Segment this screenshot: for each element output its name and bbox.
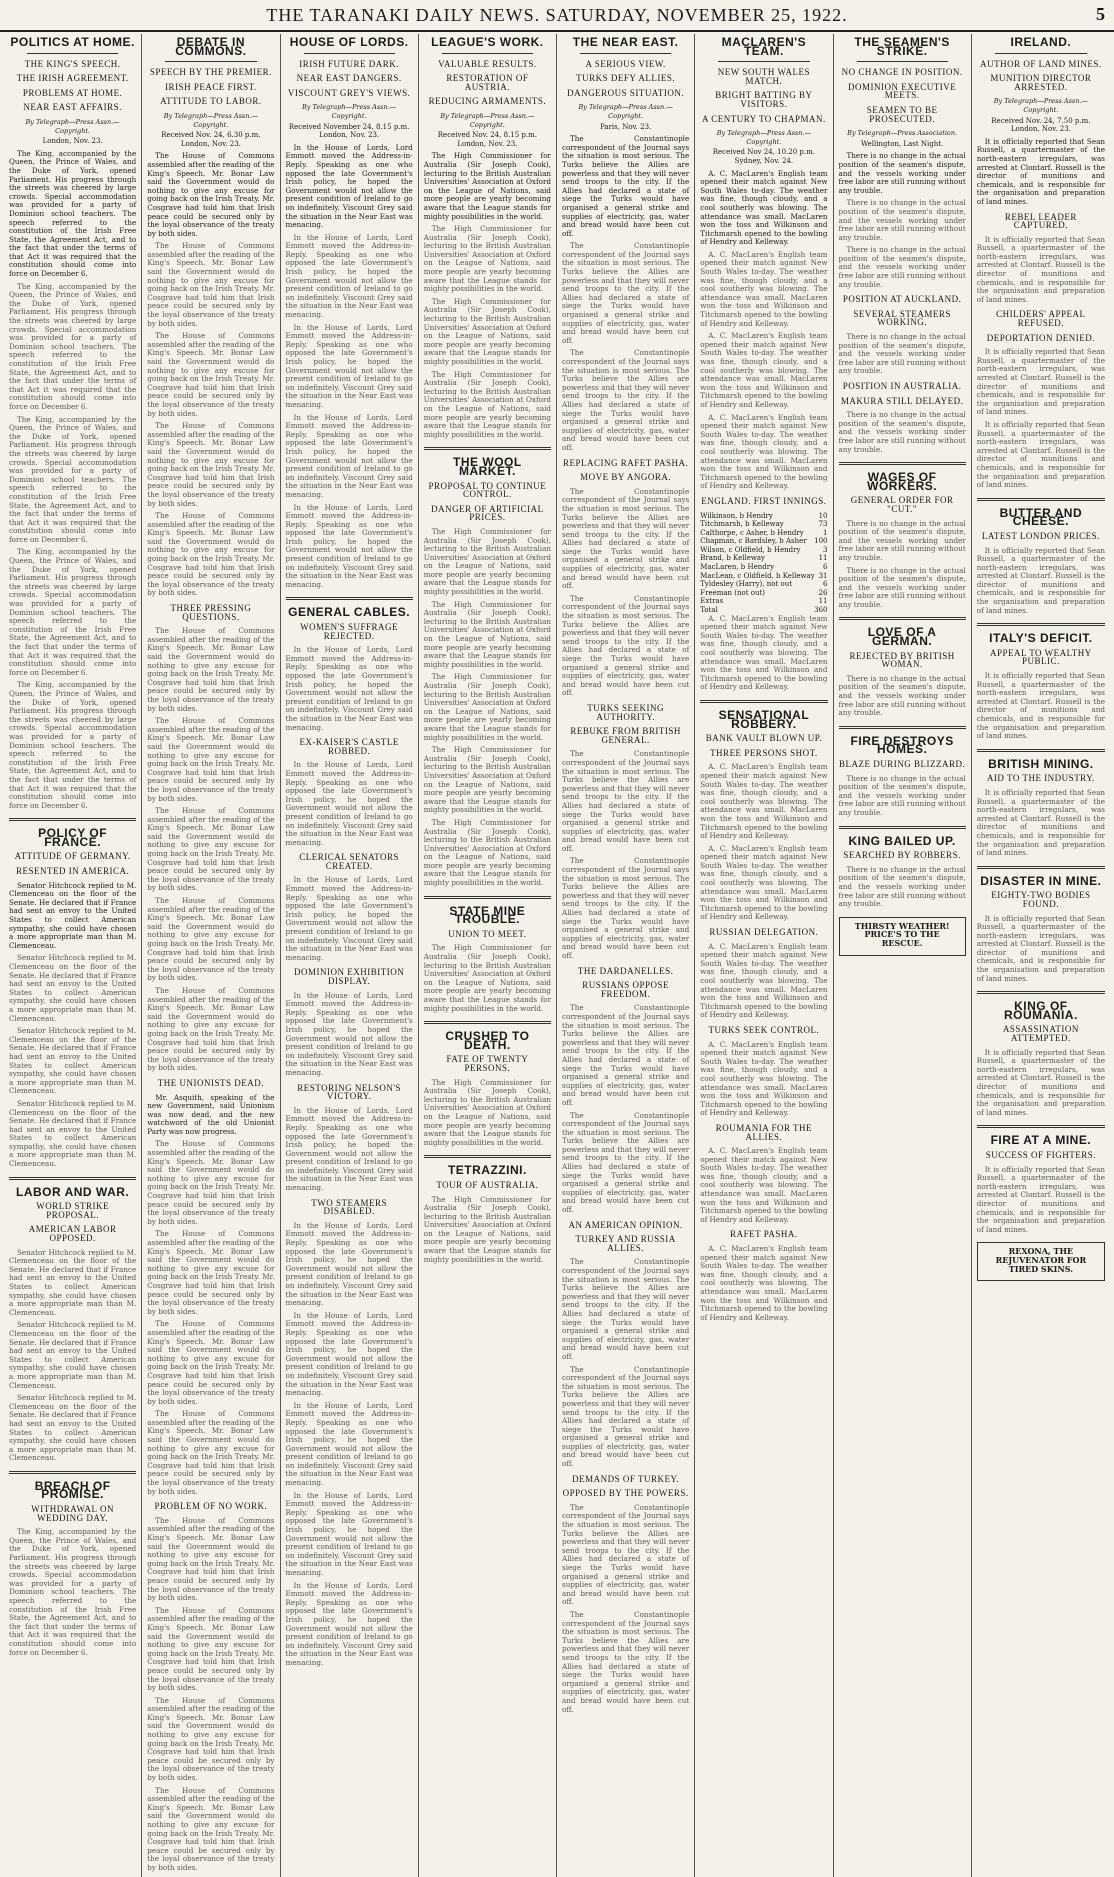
article-body: A. C. MacLaren's English team opened their match against New South Wales to-day. The weather was fine, though cloudy, and a cool southerly was blowing. The attendance was small. MacLaren won the toss and Wilkinson and Titchmarsh opened to the bowling of Hendry and Kelleway. [700, 168, 828, 247]
subheading: FATE OF TWENTY PERSONS. [446, 1054, 529, 1073]
article-body: There is no change in the actual position of the seamen's dispute, and the vessels working under free labor are still running without any trouble. [838, 565, 966, 609]
runs: 11 [818, 554, 828, 563]
article-body: A. C. MacLaren's English team opened their match against New South Wales to-day. The weather was fine, though cloudy, and a cool southerly was blowing. The attendance was small. MacLaren won the toss and Wilkinson and Titchmarsh opened to the bowling of Hendry and Kelleway. [700, 762, 828, 841]
scoreboard-row [700, 546, 827, 555]
article-body: A. C. MacLaren's English team opened their match against New South Wales to-day. The weather was fine, though cloudy, and a cool southerly was blowing. The attendance was small. MacLaren won the toss and Wilkinson and Titchmarsh opened to the bowling of Hendry and Kelleway. [700, 412, 828, 491]
article-body: Senator Hitchcock replied to M. Clemenceau on the floor of the Senate. He declared that if France had sent an envoy to the United States to collect American sympathy, she could have chosen a more appropriate man than M. Clemenceau. [9, 1393, 137, 1463]
runs: 3 [823, 545, 828, 554]
subheading: A CENTURY TO CHAPMAN. [701, 113, 826, 124]
runs: 26 [818, 588, 828, 597]
subheading: SUCCESS OF FIGHTERS. [985, 1149, 1097, 1160]
article-body: The High Commissioner for Australia (Sir Joseph Cook), lecturing to the British Australian Universities' Association at Oxford on the League of Nations, said more people are yearly becoming aware that the League stands for mighty possibilities in the world. [423, 151, 551, 221]
article-body: There is no change in the actual position of the seamen's dispute, and the vessels working under free labor are still running without any trouble. [838, 151, 966, 195]
headline: LEAGUE'S WORK. [431, 35, 544, 49]
article-body: It is officially reported that Sean Russell, a quartermaster of the north-eastern irregulars, was arrested at Clontarf. Russell is the director of munitions and chemicals, and is responsible for the organisation and preparation of land mines. [976, 234, 1105, 304]
byline: By Telegraph—Press Assn.—Copyright. [25, 117, 120, 135]
article-body: There is no change in the actual position of the seamen's dispute, and the vessels working under free labor are still running without any trouble. [838, 518, 966, 562]
masthead-title: THE TARANAKI DAILY NEWS. SATURDAY, NOVEMBER 25, 1922. [266, 4, 848, 25]
subheading: TWO STEAMERS DISABLED. [311, 1197, 387, 1217]
article-body: The House of Commons assembled after the reading of the King's Speech. Mr. Bonar Law said the Government would do nothing to give any excuse for going back on the Irish Treaty. Mr. Cosgrave had told him that Irish peace could be secured only by the loyal observance of the treaty by both sides. [147, 511, 275, 598]
column-5 [557, 34, 695, 1877]
subheading: EX-KAISER'S CASTLE ROBBED. [299, 737, 399, 756]
subheading: RUSSIAN DELEGATION. [709, 927, 819, 938]
headline: FIRE AT A MINE. [990, 1133, 1092, 1148]
column-3 [281, 34, 419, 1877]
article-body: A. C. MacLaren's English team opened their match against New South Wales to-day. The weather was fine, though cloudy, and a cool southerly was blowing. The attendance was small. MacLaren won the toss and Wilkinson and Titchmarsh opened to the bowling of Hendry and Kelleway. [700, 941, 828, 1020]
headline: ITALY'S DEFICIT. [989, 631, 1093, 646]
article-body: In the House of Lords, Lord Emmott moved the Address-in-Reply. Speaking as one who opposed the late Government's Irish policy, he hoped the Government would not allow the present condition of Ireland to go on indefinitely. Viscount Grey said the situation in the Near East was menacing. [285, 760, 413, 847]
column-8 [972, 34, 1110, 1877]
article-body: The House of Commons assembled after the reading of the King's Speech. Mr. Bonar Law said the Government would do nothing to give any excuse for going back on the Irish Treaty. Mr. Cosgrave had told him that Irish peace could be secured only by the loyal observance of the treaty by both sides. [147, 626, 275, 713]
article-body: Mr. Asquith, speaking of the new Government, said Unionism was now dead, and the new watchword of the old Unionist Party was now progress. [147, 1092, 275, 1136]
article-body: The Constantinople correspondent of the Journal says the situation is most serious. The Turks believe the Allies are powerless and that they will never send troops to the city. If the Allies had declared a state of siege the Turks would have organised a general strike and supplies of electricity, gas, water and bread would have been cut off. [562, 593, 690, 698]
subheading: REJECTED BY BRITISH WOMAN. [849, 650, 955, 670]
subheading: VISCOUNT GREY'S VIEWS. [287, 87, 411, 98]
article-body: In the House of Lords, Lord Emmott moved the Address-in-Reply. Speaking as one who opposed the late Government's Irish policy, he hoped the Government would not allow the present condition of Ireland to go on indefinitely. Viscount Grey said the situation in the Near East was menacing. [285, 1400, 413, 1488]
article-body: The High Commissioner for Australia (Sir Joseph Cook), lecturing to the British Australian Universities' Association at Oxford on the League of Nations, said more people are yearly becoming aware that the League stands for mighty possibilities in the world. [423, 224, 551, 294]
article-body: The Constantinople correspondent of the Journal says the situation is most serious. The Turks believe the Allies are powerless and that they will never send troops to the city. If the Allies had declared a state of siege the Turks would have organised a general strike and supplies of electricity, gas, water and bread would have been cut off. [562, 1502, 690, 1607]
subheading: DANGER OF ARTIFICIAL PRICES. [431, 503, 544, 523]
article-body: It is officially reported that Sean Russell, a quartermaster of the north-eastern irregulars, was arrested at Clontarf. Russell is the director of munitions and chemicals, and is responsible for the organisation and preparation of land mines. [976, 347, 1105, 417]
article-body: The Constantinople correspondent of the Journal says the situation is most serious. The Turks believe the Allies are powerless and that they will never send troops to the city. If the Allies had declared a state of siege the Turks would have organised a general strike and supplies of electricity, gas, water and bread would have been cut off. [562, 1110, 690, 1215]
article-body: It is officially reported that Sean Russell, a quartermaster of the north-eastern irregulars, was arrested at Clontarf. Russell is the director of munitions and chemicals, and is responsible for the organisation and preparation of land mines. [976, 545, 1105, 615]
article-body: The High Commissioner for Australia (Sir Joseph Cook), lecturing to the British Australian Universities' Association at Oxford on the League of Nations, said more people are yearly becoming aware that the League stands for mighty possibilities in the world. [423, 672, 551, 742]
article-body: There is no change in the actual position of the seamen's dispute, and the vessels working under free labor are still running without any trouble. [838, 773, 966, 817]
subheading: DANGEROUS SITUATION. [567, 87, 685, 98]
dateline: Received Nov. 24, 8.15 p.m. London, Nov. 23. [437, 131, 537, 148]
subheading: NEAR EAST DANGERS. [296, 73, 402, 84]
subheading: NEW SOUTH WALES MATCH. [717, 67, 810, 86]
ad-title: REXONA, THE REJUVENATOR FOR TIRED SKINS. [995, 1246, 1087, 1274]
batsman: Calthorpe, c Asher, b Hendry [700, 528, 804, 537]
article-body: The House of Commons assembled after the reading of the King's Speech. Mr. Bonar Law said the Government would do nothing to give any excuse for going back on the Irish Treaty. Mr. Cosgrave had told him that Irish peace could be secured only by the loyal observance of the treaty by both sides. [147, 1695, 275, 1783]
article-body: The High Commissioner for Australia (Sir Joseph Cook), lecturing to the British Australian Universities' Association at Oxford on the League of Nations, said more people are yearly becoming aware that the League stands for mighty possibilities in the world. [423, 1194, 551, 1264]
runs: 10 [818, 511, 828, 520]
headline: DISASTER IN MINE. [980, 873, 1102, 888]
subheading: THE IRISH AGREEMENT. [16, 73, 129, 84]
subheading: MAKURA STILL DELAYED. [840, 395, 964, 406]
subheading: AUTHOR OF LAND MINES. [980, 58, 1102, 69]
subheading: DEPORTATION DENIED. [986, 332, 1095, 343]
subheading: LATEST LONDON PRICES. [981, 530, 1100, 541]
headline: BRITISH MINING. [988, 756, 1094, 771]
headline: POLITICS AT HOME. [10, 35, 135, 49]
columns [4, 34, 1110, 1872]
subheading: SPEECH BY THE PREMIER. [149, 67, 272, 78]
article-body: The Constantinople correspondent of the Journal says the situation is most serious. The Turks believe the Allies are powerless and that they will never send troops to the city. If the Allies had declared a state of siege the Turks would have organised a general strike and supplies of electricity, gas, water and bread would have been cut off. [562, 749, 690, 853]
subheading: RESTORATION OF AUSTRIA. [446, 73, 529, 92]
column-4 [419, 34, 557, 1877]
runs: 100 [814, 537, 828, 546]
subheading: ASSASSINATION ATTEMPTED. [1002, 1024, 1079, 1044]
article-body: The House of Commons assembled after the reading of the King's Speech. Mr. Bonar Law said the Government would do nothing to give any excuse for going back on the Irish Treaty. Mr. Cosgrave had told him that Irish peace could be secured only by the loyal observance of the treaty by both sides. [147, 241, 275, 328]
subheading: TURKS SEEKING AUTHORITY. [587, 702, 664, 722]
subheading: CHILDERS' APPEAL REFUSED. [996, 309, 1086, 329]
headline: THE WOOL MARKET. [453, 455, 522, 478]
runs: 1 [823, 528, 828, 537]
byline: By Telegraph—Press Association. [847, 129, 958, 138]
batsman: Extras [700, 597, 724, 606]
article-body: Senator Hitchcock replied to M. Clemenceau on the floor of the Senate. He declared that if France had sent an envoy to the United States to collect American sympathy, she could have chosen a more appropriate man than M. Clemenceau. [9, 880, 137, 950]
headline: BUTTER AND CHEESE. [999, 505, 1083, 529]
article-body: The High Commissioner for Australia (Sir Joseph Cook), lecturing to the British Australian Universities' Association at Oxford on the League of Nations, said more people are yearly becoming aware that the League stands for mighty possibilities in the world. [423, 745, 551, 815]
dateline: London, Nov. 23. [42, 137, 103, 146]
page-number: 5 [1096, 4, 1106, 24]
byline: By Telegraph—Press Assn.—Copyright. [993, 97, 1089, 114]
subheading: RESENTED IN AMERICA. [16, 866, 130, 877]
article-body: There is no change in the actual position of the seamen's dispute, and the vessels working under free labor are still running without any trouble. [838, 864, 966, 909]
article-body: It is officially reported that Sean Russell, a quartermaster of the north-eastern irregulars, was arrested at Clontarf. Russell is the director of munitions and chemicals, and is responsible for the organisation and preparation of land mines. [976, 1164, 1105, 1234]
headline: SENSATIONAL ROBBERY. [718, 707, 810, 731]
subheading: MOVE BY ANGORA. [580, 472, 672, 483]
article-body: In the House of Lords, Lord Emmott moved the Address-in-Reply. Speaking as one who opposed the late Government's Irish policy, he hoped the Government would not allow the present condition of Ireland to go on indefinitely. Viscount Grey said the situation in the Near East was menacing. [285, 875, 413, 962]
article-body: In the House of Lords, Lord Emmott moved the Address-in-Reply. Speaking as one who opposed the late Government's Irish policy, he hoped the Government would not allow the present condition of Ireland to go on indefinitely. Viscount Grey said the situation in the Near East was menacing. [285, 322, 413, 409]
headline: THE SEAMEN'S STRIKE. [854, 35, 950, 58]
article-body: The Constantinople correspondent of the Journal says the situation is most serious. The Turks believe the Allies are powerless and that they will never send troops to the city. If the Allies had declared a state of siege the Turks would have organised a general strike and supplies of electricity, gas, water and bread would have been cut off. [562, 241, 690, 345]
article-body: It is officially reported that Sean Russell, a quartermaster of the north-eastern irregulars, was arrested at Clontarf. Russell is the director of munitions and chemicals, and is responsible for the organisation and preparation of land mines. [976, 136, 1105, 206]
subheading: APPEAL TO WEALTHY PUBLIC. [989, 647, 1092, 667]
batsman: Chapman, c Bardsley, b Asher [700, 537, 807, 546]
article-body: The Constantinople correspondent of the Journal says the situation is most serious. The Turks believe the Allies are powerless and that they will never send troops to the city. If the Allies had declared a state of siege the Turks would have organised a general strike and supplies of electricity, gas, water and bread would have been cut off. [562, 1257, 690, 1361]
dateline: Received Nov 24, 10.20 p.m. Sydney, Nov. 24. [712, 148, 815, 165]
headline: LOVE OF A GERMAN. [867, 625, 937, 649]
article-body: The High Commissioner for Australia (Sir Joseph Cook), lecturing to the British Australian Universities' Association at Oxford on the League of Nations, said more people are yearly becoming aware that the League stands for mighty possibilities in the world. [423, 296, 551, 366]
batsman: MacLean, c Oldfield, b Kelleway [700, 571, 815, 580]
article-body: In the House of Lords, Lord Emmott moved the Address-in-Reply. Speaking as one who opposed the late Government's Irish policy, he hoped the Government would not allow the present condition of Ireland to go on indefinitely. Viscount Grey said the situation in the Near East was menacing. [285, 142, 413, 230]
article-body: A. C. MacLaren's English team opened their match against New South Wales to-day. The weather was fine, though cloudy, and a cool southerly was blowing. The attendance was small. MacLaren won the toss and Wilkinson and Titchmarsh opened to the bowling of Hendry and Kelleway. [700, 249, 828, 328]
scoreboard-row [700, 572, 827, 581]
scoreboard-row [700, 554, 827, 563]
article-body: Senator Hitchcock replied to M. Clemenceau on the floor of the Senate. He declared that if France had sent an envoy to the United States to collect American sympathy, she could have chosen a more appropriate man than M. Clemenceau. [9, 953, 137, 1023]
article-body: The House of Commons assembled after the reading of the King's Speech. Mr. Bonar Law said the Government would do nothing to give any excuse for going back on the Irish Treaty. Mr. Cosgrave had told him that Irish peace could be secured only by the loyal observance of the treaty by both sides. [147, 806, 275, 893]
headline: STATE MINE TROUBLE. [449, 903, 526, 927]
headline: THE NEAR EAST. [572, 35, 679, 49]
headline: TETRAZZINI. [447, 1163, 527, 1178]
headline: MACLAREN'S TEAM. [721, 35, 807, 58]
article-body: The High Commissioner for Australia (Sir Joseph Cook), lecturing to the British Australian Universities' Association at Oxford on the League of Nations, said more people are yearly becoming aware that the League stands for mighty possibilities in the world. [423, 526, 551, 597]
subheading: PROBLEMS AT HOME. [22, 87, 123, 98]
subheading: REPLACING RAFET PASHA. [562, 457, 689, 468]
article-body: The King, accompanied by the Queen, the Prince of Wales, and the Duke of York, opened Parliament. His progress through the streets was cheered by large crowds. Special accommodation was provided for a party of Dominion school teachers. The speech referred to the constitution of the Irish Free State, the Agreement Act, and to the fact that under the terms of that Act it was required that the constitution should come into force on December 6. [9, 414, 137, 544]
subheading: RAFET PASHA. [730, 1229, 798, 1240]
article-body: It is officially reported that Sean Russell, a quartermaster of the north-eastern irregulars, was arrested at Clontarf. Russell is the director of munitions and chemicals, and is responsible for the organisation and preparation of land mines. [976, 671, 1105, 741]
subheading: MUNITION DIRECTOR ARRESTED. [990, 73, 1092, 92]
article-body: It is officially reported that Sean Russell, a quartermaster of the north-eastern irregulars, was arrested at Clontarf. Russell is the director of munitions and chemicals, and is responsible for the organisation and preparation of land mines. [976, 1047, 1105, 1117]
article-body: The King, accompanied by the Queen, the Prince of Wales, and the Duke of York, opened Parliament. His progress through the streets was cheered by large crowds. Special accommodation was provided for a party of Dominion school teachers. The speech referred to the constitution of the Irish Free State, the Agreement Act, and to the fact that under the terms of that Act it was required that the constitution should come into force on December 6. [9, 281, 137, 411]
runs: 31 [818, 571, 828, 580]
subheading: DOMINION EXECUTIVE MEETS. [848, 81, 957, 101]
advertisement [839, 917, 966, 956]
scoreboard-row [700, 580, 827, 589]
subheading: THREE PRESSING QUESTIONS. [170, 603, 252, 622]
subheading: PROBLEM OF NO WORK. [154, 1501, 268, 1512]
subheading: REDUCING ARMAMENTS. [428, 96, 547, 107]
article-body: The House of Commons assembled after the reading of the King's Speech. Mr. Bonar Law said the Government would do nothing to give any excuse for going back on the Irish Treaty. Mr. Cosgrave had told him that Irish peace could be secured only by the loyal observance of the treaty by both sides. [147, 1605, 275, 1693]
subheading: AMERICAN LABOR OPPOSED. [28, 1224, 117, 1244]
batsman: Tyldesley (Harry), not out [700, 580, 793, 589]
article-body: In the House of Lords, Lord Emmott moved the Address-in-Reply. Speaking as one who opposed the late Government's Irish policy, he hoped the Government would not allow the present condition of Ireland to go on indefinitely. Viscount Grey said the situation in the Near East was menacing. [285, 502, 413, 589]
subheading: SEAMEN TO BE PROSECUTED. [866, 104, 938, 124]
runs: 6 [823, 563, 828, 572]
ad-title: THIRSTY WEATHER! PRICE'S TO THE RESCUE. [854, 920, 950, 948]
subheading: WOMEN'S SUFFRAGE REJECTED. [300, 622, 399, 641]
article-body: The Constantinople correspondent of the Journal says the situation is most serious. The Turks believe the Allies are powerless and that they will never send troops to the city. If the Allies had declared a state of siege the Turks would have organised a general strike and supplies of electricity, gas, water and bread would have been cut off. [562, 856, 690, 960]
headline: GENERAL CABLES. [288, 605, 411, 620]
subheading: PROPOSAL TO CONTINUE CONTROL. [428, 480, 547, 500]
article-body: The House of Commons assembled after the reading of the King's Speech. Mr. Bonar Law said the Government would do nothing to give any excuse for going back on the Irish Treaty. Mr. Cosgrave had told him that Irish peace could be secured only by the loyal observance of the treaty by both sides. [147, 1409, 275, 1496]
article-body: The Constantinople correspondent of the Journal says the situation is most serious. The Turks believe the Allies are powerless and that they will never send troops to the city. If the Allies had declared a state of siege the Turks would have organised a general strike and supplies of electricity, gas, water and bread would have been cut off. [562, 1364, 690, 1469]
subheading: A SERIOUS VIEW. [585, 58, 666, 69]
headline: HOUSE OF LORDS. [289, 35, 409, 49]
headline: CRUSHED TO DEATH. [445, 1029, 530, 1052]
article-body: It is officially reported that Sean Russell, a quartermaster of the north-eastern irregulars, was arrested at Clontarf. Russell is the director of munitions and chemicals, and is responsible for the organisation and preparation of land mines. [976, 787, 1105, 858]
subheading: THE KING'S SPEECH. [24, 58, 121, 69]
column-6 [695, 34, 833, 1877]
article-body: The House of Commons assembled after the reading of the King's Speech. Mr. Bonar Law said the Government would do nothing to give any excuse for going back on the Irish Treaty. Mr. Cosgrave had told him that Irish peace could be secured only by the loyal observance of the treaty by both sides. [147, 151, 275, 238]
headline: KING BAILED UP. [848, 833, 956, 848]
article-body: The King, accompanied by the Queen, the Prince of Wales, and the Duke of York, opened Parliament. His progress through the streets was cheered by large crowds. Special accommodation was provided for a party of Dominion school teachers. The speech referred to the constitution of the Irish Free State, the Agreement Act, and to the fact that under the terms of that Act it was required that the constitution should come into force on December 6. [9, 1527, 137, 1657]
byline: By Telegraph—Press Assn.—Copyright. [440, 111, 535, 129]
subheading: NO CHANGE IN POSITION. [841, 67, 963, 78]
subheading: IRISH FUTURE DARK. [299, 58, 399, 69]
article-body: The Constantinople correspondent of the Journal says the situation is most serious. The Turks believe the Allies are powerless and that they will never send troops to the city. If the Allies had declared a state of siege the Turks would have organised a general strike and supplies of electricity, gas, water and bread would have been cut off. [562, 486, 690, 591]
subheading: THE DARDANELLES. [577, 965, 674, 976]
dateline: Wellington, Last Night. [860, 139, 944, 148]
article-body: The House of Commons assembled after the reading of the King's Speech. Mr. Bonar Law said the Government would do nothing to give any excuse for going back on the Irish Treaty. Mr. Cosgrave had told him that Irish peace could be secured only by the loyal observance of the treaty by both sides. [147, 985, 275, 1073]
byline: By Telegraph—Press Assn.—Copyright. [163, 111, 259, 129]
byline: By Telegraph—Press Assn.—Copyright. [716, 129, 812, 146]
advertisement [977, 1242, 1105, 1281]
article-body: There is no change in the actual position of the seamen's dispute, and the vessels working under free labor are still running without any trouble. [838, 332, 966, 376]
subheading: ATTITUDE TO LABOR. [160, 96, 262, 107]
headline: POLICY OF FRANCE. [38, 826, 108, 849]
subheading: NEAR EAST AFFAIRS. [23, 102, 122, 113]
article-body: In the House of Lords, Lord Emmott moved the Address-in-Reply. Speaking as one who opposed the late Government's Irish policy, he hoped the Government would not allow the present condition of Ireland to go on indefinitely. Viscount Grey said the situation in the Near East was menacing. [285, 990, 413, 1077]
article-body: The House of Commons assembled after the reading of the King's Speech. Mr. Bonar Law said the Government would do nothing to give any excuse for going back on the Irish Treaty. Mr. Cosgrave had told him that Irish peace could be secured only by the loyal observance of the treaty by both sides. [147, 716, 275, 803]
article-body: In the House of Lords, Lord Emmott moved the Address-in-Reply. Speaking as one who opposed the late Government's Irish policy, he hoped the Government would not allow the present condition of Ireland to go on indefinitely. Viscount Grey said the situation in the Near East was menacing. [285, 1490, 413, 1577]
runs: 6 [823, 580, 828, 589]
article-body: Senator Hitchcock replied to M. Clemenceau on the floor of the Senate. He declared that if France had sent an envoy to the United States to collect American sympathy, she could have chosen a more appropriate man than M. Clemenceau. [9, 1247, 137, 1317]
subheading: TURKS SEEK CONTROL. [708, 1024, 820, 1035]
subheading: REBUKE FROM BRITISH GENERAL. [570, 726, 681, 745]
subheading: GENERAL ORDER FOR "CUT." [850, 495, 954, 514]
article-body: In the House of Lords, Lord Emmott moved the Address-in-Reply. Speaking as one who opposed the late Government's Irish policy, he hoped the Government would not allow the present condition of Ireland to go on indefinitely. Viscount Grey said the situation in the Near East was menacing. [285, 412, 413, 499]
article-body: The House of Commons assembled after the reading of the King's Speech. Mr. Bonar Law said the Government would do nothing to give any excuse for going back on the Irish Treaty. Mr. Cosgrave had told him that Irish peace could be secured only by the loyal observance of the treaty by both sides. [147, 896, 275, 983]
article-body: The House of Commons assembled after the reading of the King's Speech. Mr. Bonar Law said the Government would do nothing to give any excuse for going back on the Irish Treaty. Mr. Cosgrave had told him that Irish peace could be secured only by the loyal observance of the treaty by both sides. [147, 331, 275, 418]
article-body: In the House of Lords, Lord Emmott moved the Address-in-Reply. Speaking as one who opposed the late Government's Irish policy, he hoped the Government would not allow the present condition of Ireland to go on indefinitely. Viscount Grey said the situation in the Near East was menacing. [285, 1105, 413, 1193]
scoreboard-row [700, 520, 827, 529]
batsman: Freeman (not out) [700, 588, 766, 597]
subheading: BANK VAULT BLOWN UP. [705, 733, 822, 744]
article-body: A. C. MacLaren's English team opened their match against New South Wales to-day. The weather was fine, though cloudy, and a cool southerly was blowing. The attendance was small. MacLaren won the toss and Wilkinson and Titchmarsh opened to the bowling of Hendry and Kelleway. [700, 613, 828, 692]
headline: IRELAND. [1010, 35, 1072, 49]
subheading: POSITION IN AUSTRALIA. [842, 381, 962, 391]
subheading: OPPOSED BY THE POWERS. [562, 1488, 689, 1499]
article-body: In the House of Lords, Lord Emmott moved the Address-in-Reply. Speaking as one who opposed the late Government's Irish policy, he hoped the Government would not allow the present condition of Ireland to go on indefinitely. Viscount Grey said the situation in the Near East was menacing. [285, 1580, 413, 1667]
article-body: Senator Hitchcock replied to M. Clemenceau on the floor of the Senate. He declared that if France had sent an envoy to the United States to collect American sympathy, she could have chosen a more appropriate man than M. Clemenceau. [9, 1026, 137, 1096]
byline: By Telegraph—Press Assn.—Copyright. [301, 103, 397, 120]
subheading: ROUMANIA FOR THE ALLIES. [715, 1122, 813, 1142]
subheading: AID TO THE INDUSTRY. [986, 773, 1095, 784]
article-body: The Constantinople correspondent of the Journal says the situation is most serious. The Turks believe the Allies are powerless and that they will never send troops to the city. If the Allies had declared a state of siege the Turks would have organised a general strike and supplies of electricity, gas, water and bread would have been cut off. [562, 1609, 690, 1714]
article-body: The Constantinople correspondent of the Journal says the situation is most serious. The Turks believe the Allies are powerless and that they will never send troops to the city. If the Allies had declared a state of siege the Turks would have organised a general strike and supplies of electricity, gas, water and bread would have been cut off. [562, 134, 690, 238]
subheading: IRISH PEACE FIRST. [165, 81, 257, 92]
article-body: The House of Commons assembled after the reading of the King's Speech. Mr. Bonar Law said the Government would do nothing to give any excuse for going back on the Irish Treaty. Mr. Cosgrave had told him that Irish peace could be secured only by the loyal observance of the treaty by both sides. [147, 1319, 275, 1406]
article-body: The House of Commons assembled after the reading of the King's Speech. Mr. Bonar Law said the Government would do nothing to give any excuse for going back on the Irish Treaty. Mr. Cosgrave had told him that Irish peace could be secured only by the loyal observance of the treaty by both sides. [147, 1139, 275, 1226]
column-2 [142, 34, 280, 1877]
article-body: In the House of Lords, Lord Emmott moved the Address-in-Reply. Speaking as one who opposed the late Government's Irish policy, he hoped the Government would not allow the present condition of Ireland to go on indefinitely. Viscount Grey said the situation in the Near East was menacing. [285, 1220, 413, 1308]
article-body: It is officially reported that Sean Russell, a quartermaster of the north-eastern irregulars, was arrested at Clontarf. Russell is the director of munitions and chemicals, and is responsible for the organisation and preparation of land mines. [976, 419, 1105, 490]
article-body: The King, accompanied by the Queen, the Prince of Wales, and the Duke of York, opened Parliament. His progress through the streets was cheered by large crowds. Special accommodation was provided for a party of Dominion school teachers. The speech referred to the constitution of the Irish Free State, the Agreement Act, and to the fact that under the terms of that Act it was required that the constitution should come into force on December 6. [9, 547, 137, 677]
dateline: Received Nov. 24, 7.50 p.m. London, Nov. 23. [991, 116, 1091, 134]
article-body: A. C. MacLaren's English team opened their match against New South Wales to-day. The weather was fine, though cloudy, and a cool southerly was blowing. The attendance was small. MacLaren won the toss and Wilkinson and Titchmarsh opened to the bowling of Hendry and Kelleway. [700, 1146, 828, 1224]
article-body: The High Commissioner for Australia (Sir Joseph Cook), lecturing to the British Australian Universities' Association at Oxford on the League of Nations, said more people are yearly becoming aware that the League stands for mighty possibilities in the world. [423, 599, 551, 669]
subheading: BLAZE DURING BLIZZARD. [839, 759, 966, 769]
runs: 11 [818, 597, 828, 606]
article-body: The High Commissioner for Australia (Sir Joseph Cook), lecturing to the British Australian Universities' Association at Oxford on the League of Nations, said more people are yearly becoming aware that the League stands for mighty possibilities in the world. [423, 369, 551, 439]
byline: By Telegraph—Press Assn.—Copyright. [578, 103, 673, 120]
article-body: Senator Hitchcock replied to M. Clemenceau on the floor of the Senate. He declared that if France had sent an envoy to the United States to collect American sympathy, she could have chosen a more appropriate man than M. Clemenceau. [9, 1098, 137, 1169]
subheading: WORLD STRIKE PROPOSAL. [36, 1201, 109, 1220]
batsman: Brand, b Kelleway [700, 554, 765, 563]
scoreboard-row [700, 529, 827, 538]
article-body: The Constantinople correspondent of the Journal says the situation is most serious. The Turks believe the Allies are powerless and that they will never send troops to the city. If the Allies had declared a state of siege the Turks would have organised a general strike and supplies of electricity, gas, water and bread would have been cut off. [562, 348, 690, 452]
subheading: RESTORING NELSON'S VICTORY. [297, 1082, 401, 1102]
subheading: DOMINION EXHIBITION DISPLAY. [294, 967, 405, 986]
batsman: Wilson, c Oldfield, b Hendry [700, 545, 801, 554]
subheading: ATTITUDE OF GERMANY. [14, 851, 131, 862]
article-body: The King, accompanied by the Queen, the Prince of Wales, and the Duke of York, opened Parliament. His progress through the streets was cheered by large crowds. Special accommodation was provided for a party of Dominion school teachers. The speech referred to the constitution of the Irish Free State, the Agreement Act, and to the fact that under the terms of that Act it was required that the constitution should come into force on December 6. [9, 148, 137, 279]
subheading: SEVERAL STEAMERS WORKING. [853, 308, 951, 328]
article-body: There is no change in the actual position of the seamen's dispute, and the vessels working under free labor are still running without any trouble. [838, 245, 966, 289]
subheading: THREE PERSONS SHOT. [710, 747, 818, 758]
column-7 [834, 34, 972, 1877]
article-body: In the House of Lords, Lord Emmott moved the Address-in-Reply. Speaking as one who opposed the late Government's Irish policy, he hoped the Government would not allow the present condition of Ireland to go on indefinitely. Viscount Grey said the situation in the Near East was menacing. [285, 1310, 413, 1398]
runs: 360 [814, 606, 828, 615]
article-body: A. C. MacLaren's English team opened their match against New South Wales to-day. The weather was fine, though cloudy, and a cool southerly was blowing. The attendance was small. MacLaren won the toss and Wilkinson and Titchmarsh opened to the bowling of Hendry and Kelleway. [700, 1039, 828, 1118]
scoreboard-row [700, 563, 827, 572]
article-body: Senator Hitchcock replied to M. Clemenceau on the floor of the Senate. He declared that if France had sent an envoy to the United States to collect American sympathy, she could have chosen a more appropriate man than M. Clemenceau. [9, 1320, 137, 1390]
subheading: RUSSIANS OPPOSE FREEDOM. [582, 980, 670, 999]
subheading: REBEL LEADER CAPTURED. [1004, 211, 1077, 231]
headline: KING OF ROUMANIA. [1003, 999, 1078, 1022]
subheading: DEMANDS OF TURKEY. [572, 1473, 680, 1484]
dateline: Paris, Nov. 23. [600, 122, 652, 131]
subheading: WITHDRAWAL ON WEDDING DAY. [31, 1504, 114, 1523]
subheading: TOUR OF AUSTRALIA. [436, 1179, 539, 1190]
headline: LABOR AND WAR. [16, 1184, 130, 1199]
scoreboard-row [700, 597, 827, 606]
article-body: A. C. MacLaren's English team opened their match against New South Wales to-day. The weather was fine, though cloudy, and a cool southerly was blowing. The attendance was small. MacLaren won the toss and Wilkinson and Titchmarsh opened to the bowling of Hendry and Kelleway. [700, 1244, 828, 1322]
subheading: POSITION AT AUCKLAND. [842, 294, 962, 305]
scoreboard [700, 512, 827, 615]
masthead [0, 0, 1114, 32]
scoreboard-row [700, 512, 827, 521]
subheading: ENGLAND. FIRST INNINGS. [701, 495, 827, 506]
dateline: Received November 24, 8.15 p.m. London, Nov. 23. [288, 122, 410, 140]
headline: BREACH OF PROMISE. [34, 1478, 111, 1502]
dateline: Received Nov. 24, 6.30 p.m. London, Nov. 23. [161, 131, 261, 148]
article-body: The High Commissioner for Australia (Sir Joseph Cook), lecturing to the British Australian Universities' Association at Oxford on the League of Nations, said more people are yearly becoming aware that the League stands for mighty possibilities in the world. [423, 943, 551, 1013]
subheading: CLERICAL SENATORS CREATED. [299, 852, 399, 871]
scoreboard-row [700, 537, 827, 546]
subheading: EIGHTY-TWO BODIES FOUND. [991, 890, 1091, 909]
subheading: TURKEY AND RUSSIA ALLIES. [575, 1234, 676, 1253]
article-body: The High Commissioner for Australia (Sir Joseph Cook), lecturing to the British Australian Universities' Association at Oxford on the League of Nations, said more people are yearly becoming aware that the League stands for mighty possibilities in the world. [423, 1077, 551, 1147]
article-body: A. C. MacLaren's English team opened their match against New South Wales to-day. The weather was fine, though cloudy, and a cool southerly was blowing. The attendance was small. MacLaren won the toss and Wilkinson and Titchmarsh opened to the bowling of Hendry and Kelleway. [700, 843, 828, 922]
batsman: Wilkinson, b Hendry [700, 511, 773, 520]
headline: WAGES OF WORKERS. [867, 470, 938, 493]
scoreboard-row [700, 589, 827, 598]
subheading: VALUABLE RESULTS. [438, 58, 537, 69]
headline: FIRE DESTROYS HOMES. [850, 733, 954, 757]
batsman: Titchmarsh, b Kelleway [700, 520, 784, 529]
subheading: AN AMERICAN OPINION. [568, 1219, 683, 1230]
article-body: In the House of Lords, Lord Emmott moved the Address-in-Reply. Speaking as one who opposed the late Government's Irish policy, he hoped the Government would not allow the present condition of Ireland to go on indefinitely. Viscount Grey said the situation in the Near East was menacing. [285, 645, 413, 732]
headline: DEBATE IN COMMONS. [175, 35, 247, 58]
subheading: SEARCHED BY ROBBERS. [843, 850, 961, 861]
article-body: The House of Commons assembled after the reading of the King's Speech. Mr. Bonar Law said the Government would do nothing to give any excuse for going back on the Irish Treaty. Mr. Cosgrave had told him that Irish peace could be secured only by the loyal observance of the treaty by both sides. [147, 1229, 275, 1316]
article-body: It is officially reported that Sean Russell, a quartermaster of the north-eastern irregulars, was arrested at Clontarf. Russell is the director of munitions and chemicals, and is responsible for the organisation and preparation of land mines. [976, 913, 1105, 983]
article-body: There is no change in the actual position of the seamen's dispute, and the vessels working under free labor are still running without any trouble. [838, 410, 966, 454]
article-body: The Constantinople correspondent of the Journal says the situation is most serious. The Turks believe the Allies are powerless and that they will never send troops to the city. If the Allies had declared a state of siege the Turks would have organised a general strike and supplies of electricity, gas, water and bread would have been cut off. [562, 1003, 690, 1107]
article-body: There is no change in the actual position of the seamen's dispute, and the vessels working under free labor are still running without any trouble. [838, 673, 966, 718]
article-body: A. C. MacLaren's English team opened their match against New South Wales to-day. The weather was fine, though cloudy, and a cool southerly was blowing. The attendance was small. MacLaren won the toss and Wilkinson and Titchmarsh opened to the bowling of Hendry and Kelleway. [700, 331, 828, 409]
article-body: The House of Commons assembled after the reading of the King's Speech. Mr. Bonar Law said the Government would do nothing to give any excuse for going back on the Irish Treaty. Mr. Cosgrave had told him that Irish peace could be secured only by the loyal observance of the treaty by both sides. [147, 1515, 275, 1603]
article-body: There is no change in the actual position of the seamen's dispute, and the vessels working under free labor are still running without any trouble. [838, 198, 966, 242]
subheading: THE UNIONISTS DEAD. [157, 1077, 264, 1088]
subheading: TURKS DEFY ALLIES. [576, 73, 676, 84]
batsman: Total [700, 606, 718, 615]
column-1 [4, 34, 142, 1877]
article-body: The House of Commons assembled after the reading of the King's Speech. Mr. Bonar Law said the Government would do nothing to give any excuse for going back on the Irish Treaty. Mr. Cosgrave had told him that Irish peace could be secured only by the loyal observance of the treaty by both sides. [147, 1785, 275, 1872]
article-body: The House of Commons assembled after the reading of the King's Speech. Mr. Bonar Law said the Government would do nothing to give any excuse for going back on the Irish Treaty. Mr. Cosgrave had told him that Irish peace could be secured only by the loyal observance of the treaty by both sides. [147, 421, 275, 508]
article-body: The King, accompanied by the Queen, the Prince of Wales, and the Duke of York, opened Parliament. His progress through the streets was cheered by large crowds. Special accommodation was provided for a party of Dominion school teachers. The speech referred to the constitution of the Irish Free State, the Agreement Act, and to the fact that under the terms of that Act it was required that the constitution should come into force on December 6. [9, 680, 137, 810]
runs: 73 [818, 520, 828, 529]
subheading: BRIGHT BATTING BY VISITORS. [715, 90, 813, 109]
subheading: UNION TO MEET. [448, 928, 527, 939]
batsman: MacLaren, b Hendry [700, 563, 775, 572]
article-body: In the House of Lords, Lord Emmott moved the Address-in-Reply. Speaking as one who opposed the late Government's Irish policy, he hoped the Government would not allow the present condition of Ireland to go on indefinitely. Viscount Grey said the situation in the Near East was menacing. [285, 232, 413, 320]
article-body: The High Commissioner for Australia (Sir Joseph Cook), lecturing to the British Australian Universities' Association at Oxford on the League of Nations, said more people are yearly becoming aware that the League stands for mighty possibilities in the world. [423, 817, 551, 888]
